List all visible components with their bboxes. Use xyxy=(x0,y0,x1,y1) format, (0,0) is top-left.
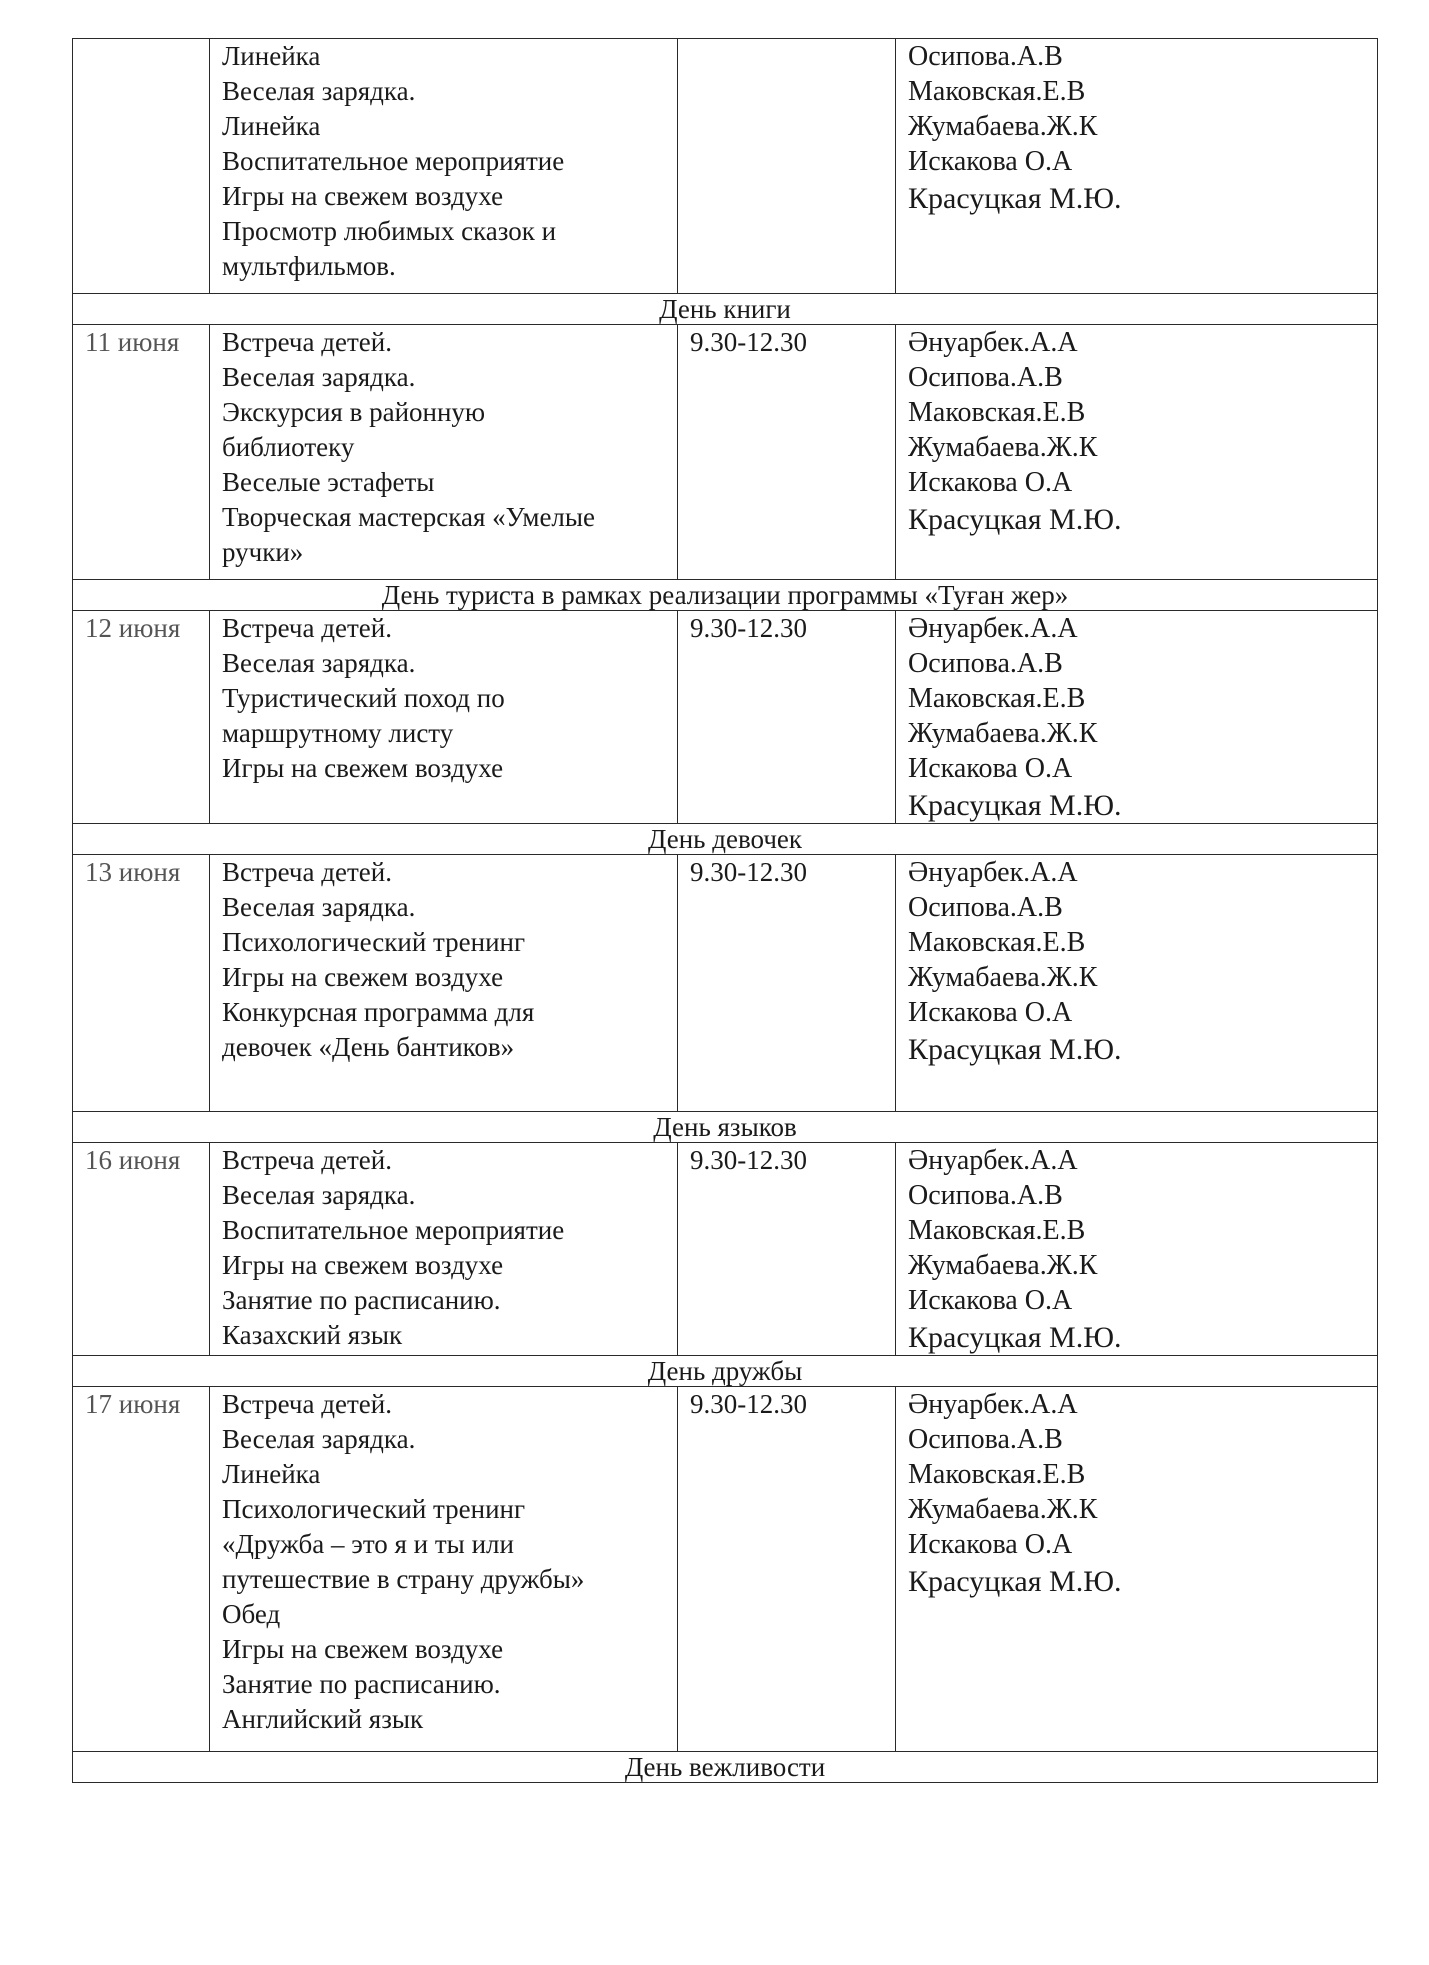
activity-line: «Дружба – это я и ты или xyxy=(222,1529,514,1559)
time-cell: 9.30-12.30 xyxy=(678,1387,896,1752)
activity-line: девочек «День бантиков» xyxy=(222,1032,515,1062)
responsible-person: Осипова.А.В xyxy=(908,648,1063,679)
activity-line: Английский язык xyxy=(222,1704,424,1734)
activity-line: Занятие по расписанию. xyxy=(222,1669,501,1699)
day-theme-row xyxy=(73,580,1378,611)
responsible-person: Осипова.А.В xyxy=(908,41,1063,72)
activity-line: Просмотр любимых сказок и xyxy=(222,216,557,246)
activity-line: Веселая зарядка. xyxy=(222,362,416,392)
responsible-person: Искакова О.А xyxy=(908,1529,1073,1560)
activities-cell xyxy=(210,39,678,294)
responsible-person: Жумабаева.Ж.К xyxy=(908,111,1098,142)
day-theme-row xyxy=(73,1752,1378,1783)
activity-line: Воспитательное мероприятие xyxy=(222,1215,565,1245)
date-cell: 16 июня xyxy=(73,1143,210,1356)
activity-line: мультфильмов. xyxy=(222,251,396,281)
activity-line: Линейка xyxy=(222,41,321,71)
activity-line: Линейка xyxy=(222,111,321,141)
responsible-person: Красуцкая М.Ю. xyxy=(908,1565,1122,1598)
activity-line: Встреча детей. xyxy=(222,613,392,643)
responsible-person: Маковская.Е.В xyxy=(908,1215,1086,1246)
responsible-person: Әнуарбек.А.А xyxy=(908,1389,1078,1420)
schedule-body xyxy=(73,39,1378,1783)
day-theme-row xyxy=(73,824,1378,855)
day-theme-row xyxy=(73,1356,1378,1387)
day-theme-title: День книги xyxy=(73,294,1378,325)
schedule-row xyxy=(73,1143,1378,1356)
time-cell xyxy=(678,39,896,294)
responsible-person: Искакова О.А xyxy=(908,997,1073,1028)
activity-line: Экскурсия в районную xyxy=(222,397,486,427)
time-cell: 9.30-12.30 xyxy=(678,855,896,1112)
day-theme-title: День девочек xyxy=(73,824,1378,855)
responsible-person: Осипова.А.В xyxy=(908,1180,1063,1211)
date-cell: 13 июня xyxy=(73,855,210,1112)
schedule-row xyxy=(73,855,1378,1112)
date-cell: 17 июня xyxy=(73,1387,210,1752)
responsible-person: Әнуарбек.А.А xyxy=(908,613,1078,644)
responsible-person: Красуцкая М.Ю. xyxy=(908,789,1122,822)
responsible-person: Красуцкая М.Ю. xyxy=(908,1033,1122,1066)
responsible-person: Искакова О.А xyxy=(908,467,1073,498)
activities-cell xyxy=(210,1143,678,1356)
activity-line: Психологический тренинг xyxy=(222,927,526,957)
responsible-person: Осипова.А.В xyxy=(908,362,1063,393)
activity-line: Туристический поход по xyxy=(222,683,505,713)
activity-line: Игры на свежем воздухе xyxy=(222,1634,504,1664)
responsible-person: Искакова О.А xyxy=(908,1285,1073,1316)
responsible-person: Әнуарбек.А.А xyxy=(908,857,1078,888)
responsible-person: Жумабаева.Ж.К xyxy=(908,1494,1098,1525)
responsible-person: Маковская.Е.В xyxy=(908,683,1086,714)
activities-cell xyxy=(210,1387,678,1752)
activity-line: Встреча детей. xyxy=(222,1389,392,1419)
day-theme-title: День вежливости xyxy=(73,1752,1378,1783)
day-theme-row xyxy=(73,1112,1378,1143)
activities-cell xyxy=(210,611,678,824)
activity-line: Воспитательное мероприятие xyxy=(222,146,565,176)
schedule-row xyxy=(73,611,1378,824)
date-cell: 11 июня xyxy=(73,325,210,580)
activity-line: Встреча детей. xyxy=(222,857,392,887)
responsible-person: Красуцкая М.Ю. xyxy=(908,182,1122,215)
activity-line: Занятие по расписанию. xyxy=(222,1285,501,1315)
activity-line: библиотеку xyxy=(222,432,355,462)
activity-line: путешествие в страну дружбы» xyxy=(222,1564,585,1594)
day-theme-title: День дружбы xyxy=(73,1356,1378,1387)
schedule-row xyxy=(73,325,1378,580)
activity-line: Веселая зарядка. xyxy=(222,1180,416,1210)
responsible-cell xyxy=(896,611,1378,824)
responsible-cell xyxy=(896,1387,1378,1752)
activity-line: Игры на свежем воздухе xyxy=(222,181,504,211)
responsible-person: Красуцкая М.Ю. xyxy=(908,1321,1122,1354)
activity-line: Веселые эстафеты xyxy=(222,467,435,497)
responsible-person: Маковская.Е.В xyxy=(908,1459,1086,1490)
activity-line: Обед xyxy=(222,1599,281,1629)
activity-line: Веселая зарядка. xyxy=(222,76,416,106)
responsible-person: Маковская.Е.В xyxy=(908,76,1086,107)
responsible-person: Маковская.Е.В xyxy=(908,927,1086,958)
responsible-cell xyxy=(896,325,1378,580)
activity-line: Веселая зарядка. xyxy=(222,648,416,678)
activities-cell xyxy=(210,855,678,1112)
responsible-person: Жумабаева.Ж.К xyxy=(908,1250,1098,1281)
responsible-cell xyxy=(896,855,1378,1112)
activity-line: Встреча детей. xyxy=(222,327,392,357)
activity-line: Игры на свежем воздухе xyxy=(222,962,504,992)
activity-line: Веселая зарядка. xyxy=(222,1424,416,1454)
activity-line: Веселая зарядка. xyxy=(222,892,416,922)
schedule-table xyxy=(72,38,1378,1783)
responsible-person: Осипова.А.В xyxy=(908,1424,1063,1455)
responsible-cell xyxy=(896,1143,1378,1356)
responsible-person: Искакова О.А xyxy=(908,753,1073,784)
activity-line: Линейка xyxy=(222,1459,321,1489)
activity-line: Конкурсная программа для xyxy=(222,997,535,1027)
time-cell: 9.30-12.30 xyxy=(678,325,896,580)
date-cell xyxy=(73,39,210,294)
time-cell: 9.30-12.30 xyxy=(678,611,896,824)
responsible-person: Маковская.Е.В xyxy=(908,397,1086,428)
activity-line: Психологический тренинг xyxy=(222,1494,526,1524)
schedule-row xyxy=(73,1387,1378,1752)
responsible-person: Жумабаева.Ж.К xyxy=(908,718,1098,749)
responsible-person: Әнуарбек.А.А xyxy=(908,1145,1078,1176)
day-theme-title: День туриста в рамках реализации программы «Туған жер» xyxy=(73,580,1378,611)
activity-line: Встреча детей. xyxy=(222,1145,392,1175)
responsible-person: Искакова О.А xyxy=(908,146,1073,177)
activity-line: Игры на свежем воздухе xyxy=(222,1250,504,1280)
responsible-person: Жумабаева.Ж.К xyxy=(908,432,1098,463)
responsible-person: Әнуарбек.А.А xyxy=(908,327,1078,358)
responsible-person: Красуцкая М.Ю. xyxy=(908,503,1122,536)
responsible-person: Осипова.А.В xyxy=(908,892,1063,923)
responsible-person: Жумабаева.Ж.К xyxy=(908,962,1098,993)
day-theme-row xyxy=(73,294,1378,325)
responsible-cell xyxy=(896,39,1378,294)
time-cell: 9.30-12.30 xyxy=(678,1143,896,1356)
day-theme-title: День языков xyxy=(73,1112,1378,1143)
activity-line: Творческая мастерская «Умелые xyxy=(222,502,596,532)
date-cell: 12 июня xyxy=(73,611,210,824)
schedule-row xyxy=(73,39,1378,294)
activities-cell xyxy=(210,325,678,580)
activity-line: Игры на свежем воздухе xyxy=(222,753,504,783)
activity-line: Казахский язык xyxy=(222,1320,403,1350)
activity-line: ручки» xyxy=(222,537,304,567)
activity-line: маршрутному листу xyxy=(222,718,454,748)
